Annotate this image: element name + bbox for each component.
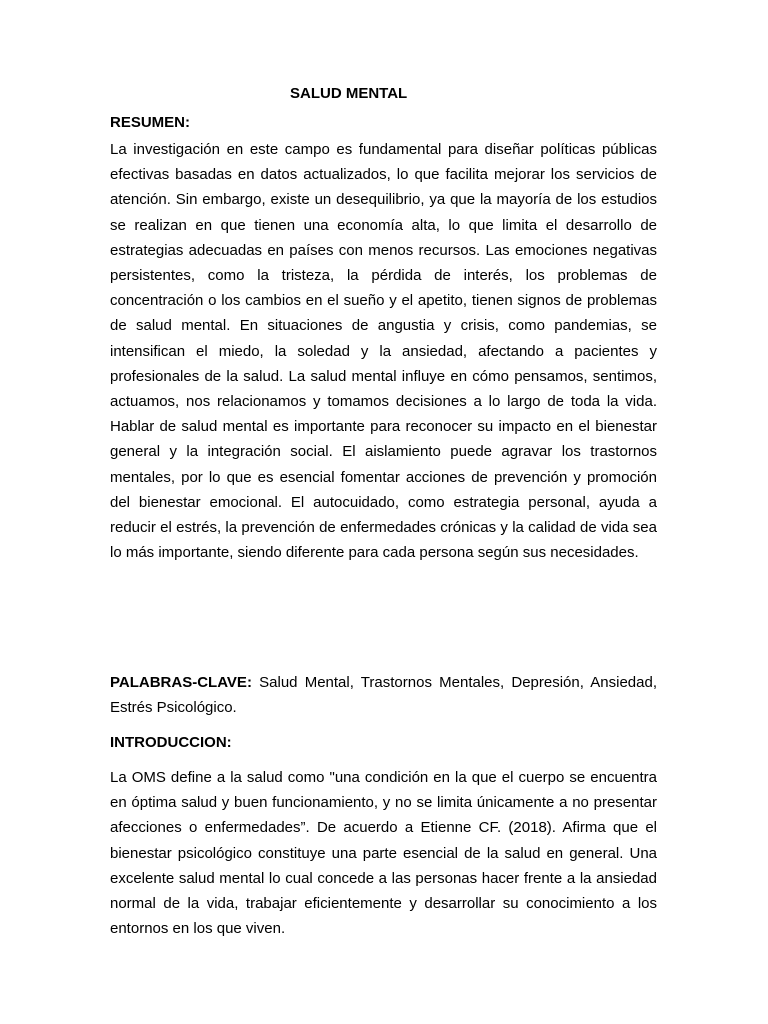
- resumen-body: La investigación en este campo es fundamental para diseñar políticas públicas efectivas basadas en datos actualizados, lo que facilita mejorar los servicios de atención. Sin embargo, existe un desequilibrio, ya que la mayoría de los estudios se realizan en que tienen una economía alta, lo que limita el desarrollo de estrategias adecuadas en países con menos recursos. Las emociones negativas persistentes, como la tristeza, la pérdida de interés, los problemas de concentración o los cambios en el sueño y el apetito, tienen signos de problemas de salud mental. En situaciones de angustia y crisis, como pandemias, se intensifican el miedo, la soledad y la ansiedad, afectando a pacientes y profesionales de la salud. La salud mental influye en cómo pensamos, sentimos, actuamos, nos relacionamos y tomamos decisiones a lo largo de toda la vida. Hablar de salud mental es importante para reconocer su impacto en el bienestar general y la integración social. El aislamiento puede agravar los trastornos mentales, por lo que es esencial fomentar acciones de prevención y promoción del bienestar emocional. El autocuidado, como estrategia personal, ayuda a reducir el estrés, la prevención de enfermedades crónicas y la calidad de vida sea lo más importante, siendo diferente para cada persona según sus necesidades.: [110, 141, 657, 562]
- keywords-label: PALABRAS-CLAVE:: [110, 674, 252, 691]
- keywords-text: Salud Mental, Trastornos Mentales, Depresión, Ansiedad, Estrés Psicológico.: [110, 674, 657, 717]
- resumen-heading: RESUMEN:: [110, 114, 191, 131]
- introduccion-body: La OMS define a la salud como "una condición en la que el cuerpo se encuentra en óptima salud y buen funcionamiento, y no se limita únicamente a no presentar afecciones o enfermedades”. De acuerdo a Etienne CF. (2018). Afirma que el bienestar psicológico constituye una parte esencial de la salud en general. Una excelente salud mental lo cual concede a las personas hacer frente a la ansiedad normal de la vida, trabajar eficientemente y desarrollar su conocimiento a los entornos en los que viven.: [110, 769, 657, 938]
- introduccion-heading: INTRODUCCION:: [110, 734, 232, 751]
- document-title: SALUD MENTAL: [290, 85, 408, 102]
- keywords-paragraph: [110, 670, 657, 720]
